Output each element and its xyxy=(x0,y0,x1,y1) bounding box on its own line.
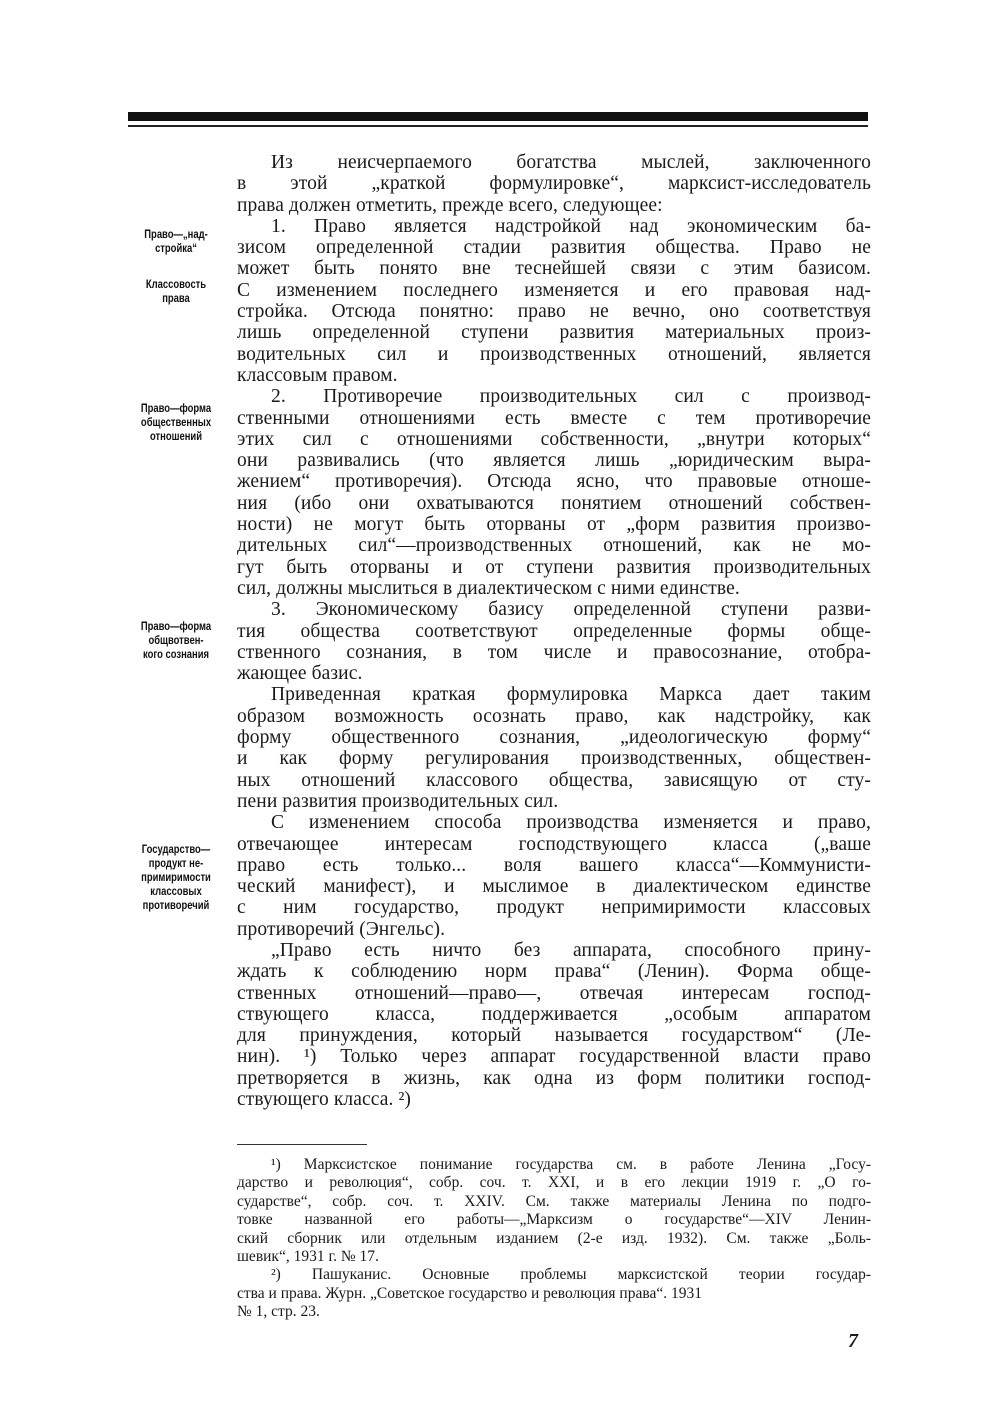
text-line: жающее базис. xyxy=(237,663,363,685)
text-line: С изменением последнего изменяется и его правовая над- xyxy=(237,279,871,301)
margin-note-line: Право—форма xyxy=(140,403,212,415)
text-line: образом возможность осознать право, как надстройку, как xyxy=(237,705,871,727)
page-number: 7 xyxy=(848,1330,858,1352)
text-line: дительных сил“—производственных отношений, как не мо- xyxy=(237,535,871,557)
text-line: права должен отметить, прежде всего, следующее: xyxy=(237,194,663,216)
text-line: ствующего класса. ²) xyxy=(237,1089,411,1111)
text-line: нин). ¹) Только через аппарат государственной власти право xyxy=(237,1046,871,1068)
text-line: ния (ибо они охватываются понятием отношений собствен- xyxy=(237,492,871,514)
margin-note xyxy=(124,843,229,913)
text-line: классовым правом. xyxy=(237,364,398,386)
text-line: ственных отношений—право—, отвечая интересам господ- xyxy=(237,982,871,1004)
footnote-line: ский сборник или отдельным изданием (2-е изд. 1932). См. также „Боль- xyxy=(237,1229,871,1247)
margin-note xyxy=(124,402,229,444)
text-line: форму общественного сознания, „идеологическую форму“ xyxy=(237,727,871,749)
text-line: тия общества соответствуют определенные формы обще- xyxy=(237,620,871,642)
text-line: гут быть оторваны и от ступени развития производительных xyxy=(237,556,871,578)
text-line: может быть понято вне теснейшей связи с этим базисом. xyxy=(237,258,871,280)
footnote-separator xyxy=(237,1144,367,1145)
footnote-line: товке названной его работы—„Марксизм о государстве“—XIV Ленин- xyxy=(237,1211,871,1229)
margin-note xyxy=(124,620,229,662)
text-line: С изменением способа производства изменяется и право, xyxy=(271,812,871,834)
footnotes xyxy=(237,1156,871,1322)
header-rule-thick xyxy=(128,112,868,121)
margin-note-line: примиримости xyxy=(141,872,211,884)
text-line: Из неисчерпаемого богатства мыслей, заключенного xyxy=(271,152,871,173)
margin-note-line: классовых xyxy=(150,886,202,898)
text-line: ственными отношениями есть вместе с тем противоречие xyxy=(237,407,871,429)
margin-note xyxy=(124,228,229,256)
margin-note-line: права xyxy=(162,293,190,305)
margin-note-line: общественных xyxy=(140,417,212,429)
text-line: 2. Противоречие производительных сил с производ- xyxy=(271,386,871,408)
text-line: претворяется в жизнь, как одна из форм политики господ- xyxy=(237,1067,871,1089)
footnote-line: шевик“, 1931 г. № 17. xyxy=(237,1247,379,1265)
text-line: лишь определенной ступени развития материальных произ- xyxy=(237,322,871,344)
margin-note-line: продукт не- xyxy=(148,858,204,870)
text-line: отвечающее интересам господствующего класса („ваше xyxy=(237,833,871,855)
text-line: ческий манифест), и мыслимое в диалектическом единстве xyxy=(237,876,871,898)
text-line: ных отношений классового общества, зависящую от сту- xyxy=(237,769,871,791)
text-line: с ним государство, продукт непримиримости классовых xyxy=(237,897,871,919)
footnote-line: дарство и революция“, собр. соч. т. XXI, и в его лекции 1919 г. „О го- xyxy=(237,1174,871,1192)
footnote-line: сударстве“, собр. соч. т. XXIV. См. также материалы Ленина по подго- xyxy=(237,1192,871,1210)
text-line: „Право есть ничто без аппарата, способного прину- xyxy=(271,939,871,961)
text-line: ственного сознания, в том числе и правосознание, отобра- xyxy=(237,641,871,663)
text-line: зисом определенной стадии развития общества. Право не xyxy=(237,237,871,259)
text-line: 1. Право является надстройкой над экономическим ба- xyxy=(271,215,871,237)
text-line: право есть только... воля вашего класса“—Коммунисти- xyxy=(237,854,871,876)
footnote-line: № 1, стр. 23. xyxy=(237,1303,320,1321)
text-line: пени развития производительных сил. xyxy=(237,790,559,812)
margin-note-line: Классовость xyxy=(145,279,207,291)
margin-note xyxy=(124,278,229,306)
footnote-line: ства и права. Журн. „Советское государство и революция права“. 1931 xyxy=(237,1284,702,1302)
text-line: жением“ противоречия). Отсюда ясно, что правовые отноше- xyxy=(237,471,871,493)
footnote-line: ¹) Марксистское понимание государства см. в работе Ленина „Госу- xyxy=(271,1156,871,1173)
text-line: водительных сил и производственных отношений, является xyxy=(237,343,871,365)
margin-note-line: стройка“ xyxy=(155,243,197,255)
margin-note-line: Право—„над- xyxy=(144,229,208,241)
margin-note-line: Право—форма xyxy=(140,621,212,633)
text-line: ности) не могут быть оторваны от „форм развития произво- xyxy=(237,514,871,536)
text-line: и как форму регулирования производственных, обществен- xyxy=(237,748,871,770)
margin-note-line: отношений xyxy=(149,431,202,443)
margin-note-line: Государство— xyxy=(141,844,211,856)
margin-note-line: общвотвен- xyxy=(148,635,204,647)
text-line: для принуждения, который называется государством“ (Ле- xyxy=(237,1025,871,1047)
text-line: этих сил с отношениями собственности, „внутри которых“ xyxy=(237,428,871,450)
margin-note-line: кого сознания xyxy=(142,649,210,661)
text-line: стройка. Отсюда понятно: право не вечно, оно соответствуя xyxy=(237,301,871,323)
text-line: сил, должны мыслиться в диалектическом с ними единстве. xyxy=(237,577,740,599)
margin-note-line: противоречий xyxy=(142,900,210,912)
text-line: в этой „краткой формулировке“, марксист-исследователь xyxy=(237,173,871,195)
text-line: 3. Экономическому базису определенной ступени разви- xyxy=(271,599,871,621)
text-line: Приведенная краткая формулировка Маркса дает таким xyxy=(271,684,871,706)
body-text xyxy=(237,152,871,1110)
text-line: ствующего класса, поддерживается „особым аппаратом xyxy=(237,1003,871,1025)
text-line: они развивались (что является лишь „юридическим выра- xyxy=(237,450,871,472)
header-rule-thin xyxy=(128,125,868,127)
footnote-line: ²) Пашуканис. Основные проблемы марксистской теории государ- xyxy=(271,1266,871,1284)
text-line: ждать к соблюдению норм права“ (Ленин). Форма обще- xyxy=(237,961,871,983)
text-line: противоречий (Энгельс). xyxy=(237,918,446,940)
